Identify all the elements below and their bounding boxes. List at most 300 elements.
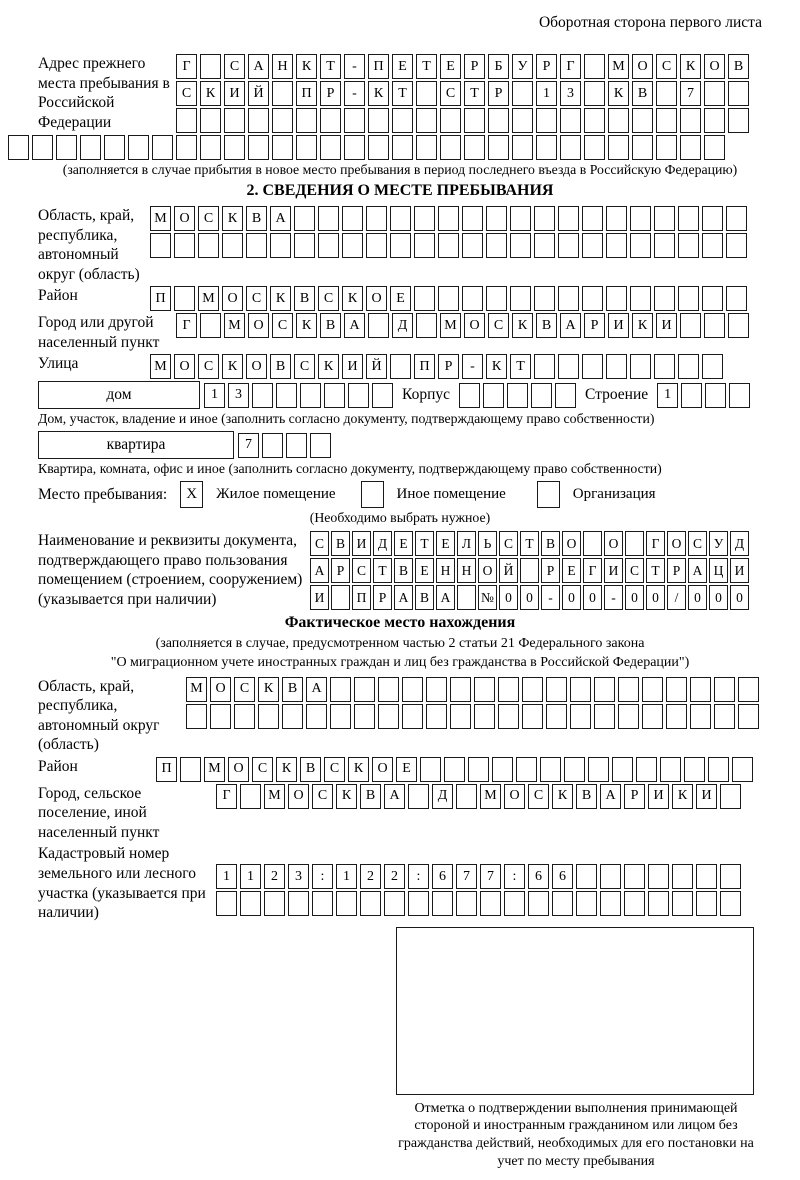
option-label-other-premises: Иное помещение — [396, 486, 506, 503]
char-cell: А — [384, 784, 405, 809]
char-cell: Г — [560, 54, 581, 79]
char-cell — [480, 891, 501, 916]
char-cell — [240, 891, 261, 916]
char-cell: Т — [373, 558, 392, 583]
char-cell: С — [499, 531, 518, 556]
char-cell: Е — [415, 558, 434, 583]
char-cell — [540, 757, 561, 782]
char-cell — [606, 286, 627, 311]
char-cell — [570, 704, 591, 729]
char-cell — [738, 677, 759, 702]
char-cell — [300, 383, 321, 408]
char-cell — [264, 891, 285, 916]
confirmation-mark-caption: Отметка о подтверждении выполнения принимающей стороной и иностранным гражданином или лицом без гражданства действий, необходимых для его постановки на учет по месту пребывания — [398, 1100, 754, 1170]
char-grid-row — [216, 784, 741, 843]
char-cell — [474, 677, 495, 702]
char-cell: Г — [646, 531, 665, 556]
char-cell: Л — [457, 531, 476, 556]
char-grid-row — [176, 108, 749, 133]
char-cell — [310, 433, 331, 458]
char-cell: У — [709, 531, 728, 556]
char-cell — [702, 286, 723, 311]
actual-location-note-line2: "О миграционном учете иностранных граждан и лиц без гражданства в Российской Федерации") — [110, 654, 690, 670]
char-cell: В — [536, 313, 557, 338]
char-grid-row — [176, 54, 749, 79]
char-cell: И — [352, 531, 371, 556]
char-cell: Р — [584, 313, 605, 338]
char-cell: К — [608, 81, 629, 106]
char-cell: Р — [536, 54, 557, 79]
char-cell — [720, 891, 741, 916]
char-cell: О — [174, 354, 195, 379]
char-cell — [738, 704, 759, 729]
char-cell — [252, 383, 273, 408]
char-cell: 0 — [499, 585, 518, 610]
actual-location-note-line1: (заполняется в случае, предусмотренном частью 2 статьи 21 Федерального закона — [155, 636, 645, 652]
char-cell — [296, 108, 317, 133]
char-cell: О — [366, 286, 387, 311]
char-cell: 7 — [680, 81, 701, 106]
char-cell: С — [246, 286, 267, 311]
char-cell — [642, 677, 663, 702]
char-cell — [732, 757, 753, 782]
region-grid — [150, 206, 747, 284]
char-cell — [240, 784, 261, 809]
stay-type-label: Место пребывания: — [38, 485, 168, 503]
char-cell — [726, 233, 747, 258]
char-cell: У — [512, 54, 533, 79]
char-cell: М — [264, 784, 285, 809]
char-cell — [576, 891, 597, 916]
street-row — [38, 354, 762, 379]
char-cell: В — [632, 81, 653, 106]
char-cell: М — [480, 784, 501, 809]
char-cell: А — [310, 558, 329, 583]
char-cell — [704, 108, 725, 133]
char-cell: И — [730, 558, 749, 583]
char-cell — [344, 135, 365, 160]
char-cell — [656, 108, 677, 133]
char-cell — [176, 135, 197, 160]
char-cell: И — [604, 558, 623, 583]
char-cell — [507, 383, 528, 408]
char-cell: И — [696, 784, 717, 809]
char-cell — [704, 313, 725, 338]
char-cell — [342, 233, 363, 258]
char-cell — [512, 81, 533, 106]
char-cell — [618, 704, 639, 729]
char-cell: С — [528, 784, 549, 809]
char-cell — [128, 135, 149, 160]
char-cell — [174, 233, 195, 258]
char-cell: В — [415, 585, 434, 610]
char-cell — [486, 206, 507, 231]
char-cell: К — [270, 286, 291, 311]
char-cell: Р — [624, 784, 645, 809]
char-cell: Р — [488, 81, 509, 106]
char-cell — [654, 354, 675, 379]
korpus-cells — [459, 383, 576, 408]
char-cell — [331, 585, 350, 610]
char-cell: С — [252, 757, 273, 782]
char-cell: В — [394, 558, 413, 583]
char-cell — [224, 108, 245, 133]
char-cell — [456, 891, 477, 916]
char-cell — [270, 233, 291, 258]
char-cell — [438, 286, 459, 311]
char-cell: Р — [320, 81, 341, 106]
char-cell — [486, 286, 507, 311]
char-cell — [462, 233, 483, 258]
char-cell — [680, 135, 701, 160]
char-cell: К — [486, 354, 507, 379]
char-cell — [414, 233, 435, 258]
char-cell: И — [608, 313, 629, 338]
char-cell: 0 — [688, 585, 707, 610]
city-label: Город или другой населенный пункт — [38, 314, 160, 351]
char-cell: Й — [499, 558, 518, 583]
char-cell: О — [604, 531, 623, 556]
char-cell — [286, 433, 307, 458]
char-cell: П — [368, 54, 389, 79]
char-cell: В — [294, 286, 315, 311]
char-cell: 2 — [384, 864, 405, 889]
char-cell: М — [186, 677, 207, 702]
char-cell — [272, 81, 293, 106]
char-cell — [678, 233, 699, 258]
char-cell — [457, 585, 476, 610]
char-cell: О — [667, 531, 686, 556]
char-cell — [534, 286, 555, 311]
char-cell: 7 — [456, 864, 477, 889]
char-cell — [520, 558, 539, 583]
char-cell — [294, 233, 315, 258]
checkbox-other-premises — [361, 481, 384, 508]
char-cell: М — [608, 54, 629, 79]
char-cell — [488, 135, 509, 160]
apartment-caption: Квартира, комната, офис и иное (заполнить согласно документу, подтверждающему право собственности) — [38, 461, 662, 477]
char-cell — [368, 313, 389, 338]
char-cell: С — [272, 313, 293, 338]
char-cell — [360, 891, 381, 916]
char-cell — [512, 135, 533, 160]
char-cell: О — [504, 784, 525, 809]
char-cell: А — [600, 784, 621, 809]
char-cell — [248, 135, 269, 160]
char-cell — [696, 864, 717, 889]
char-cell — [726, 206, 747, 231]
char-grid-row — [310, 531, 749, 556]
char-cell — [378, 704, 399, 729]
char-cell — [150, 233, 171, 258]
char-cell — [702, 206, 723, 231]
char-cell: К — [632, 313, 653, 338]
char-cell — [288, 891, 309, 916]
char-cell — [222, 233, 243, 258]
char-cell — [584, 54, 605, 79]
region2-block — [38, 677, 762, 755]
char-grid-row — [310, 558, 749, 583]
char-cell: К — [222, 354, 243, 379]
char-grid-row — [310, 585, 749, 610]
char-cell: И — [656, 313, 677, 338]
char-cell: И — [224, 81, 245, 106]
char-cell — [200, 135, 221, 160]
char-cell — [546, 677, 567, 702]
char-cell: О — [248, 313, 269, 338]
char-cell — [630, 206, 651, 231]
char-cell — [32, 135, 53, 160]
actual-location-title: Фактическое место нахождения — [284, 614, 516, 632]
char-cell — [416, 135, 437, 160]
char-cell — [56, 135, 77, 160]
char-cell — [558, 206, 579, 231]
checkbox-organization — [537, 481, 560, 508]
char-cell: В — [282, 677, 303, 702]
char-cell — [654, 286, 675, 311]
char-cell — [546, 704, 567, 729]
char-cell: 0 — [730, 585, 749, 610]
char-cell: В — [576, 784, 597, 809]
char-cell — [416, 313, 437, 338]
char-cell: 3 — [288, 864, 309, 889]
char-cell — [666, 704, 687, 729]
char-cell: К — [258, 677, 279, 702]
cadastral-block — [38, 844, 762, 922]
char-cell: 3 — [228, 383, 249, 408]
char-cell: Д — [432, 784, 453, 809]
char-cell — [368, 135, 389, 160]
char-cell — [720, 864, 741, 889]
char-cell — [262, 433, 283, 458]
char-cell — [632, 135, 653, 160]
char-cell: Г — [216, 784, 237, 809]
char-cell — [681, 383, 702, 408]
char-cell: Д — [730, 531, 749, 556]
char-cell — [582, 354, 603, 379]
char-cell — [450, 704, 471, 729]
char-cell — [402, 704, 423, 729]
char-cell: 3 — [560, 81, 581, 106]
char-cell — [312, 891, 333, 916]
char-cell — [678, 354, 699, 379]
char-cell — [680, 313, 701, 338]
char-cell — [200, 313, 221, 338]
char-cell — [678, 206, 699, 231]
char-cell — [402, 677, 423, 702]
char-cell: И — [310, 585, 329, 610]
char-cell — [366, 206, 387, 231]
char-cell — [582, 206, 603, 231]
char-cell: М — [150, 206, 171, 231]
char-cell — [648, 864, 669, 889]
char-cell — [654, 206, 675, 231]
char-cell: К — [368, 81, 389, 106]
document-label: Наименование и реквизиты документа, подтверждающего право пользования помещением (строением, сооружением) (указывается при наличии) — [38, 532, 303, 608]
char-cell — [210, 704, 231, 729]
section2-title: 2. СВЕДЕНИЯ О МЕСТЕ ПРЕБЫВАНИЯ — [246, 182, 554, 199]
char-cell: Г — [583, 558, 602, 583]
char-cell — [582, 233, 603, 258]
char-cell: 2 — [360, 864, 381, 889]
char-grid-row — [216, 864, 741, 889]
cadastral-label: Кадастровый номер земельного или лесного участка (указывается при наличии) — [38, 845, 206, 922]
char-cell: 1 — [536, 81, 557, 106]
char-cell: 6 — [528, 864, 549, 889]
char-cell — [672, 891, 693, 916]
char-cell — [705, 383, 726, 408]
char-cell: М — [224, 313, 245, 338]
district-label: Район — [38, 287, 78, 305]
char-cell — [666, 677, 687, 702]
char-cell — [528, 891, 549, 916]
char-grid-row — [150, 354, 723, 379]
char-cell: К — [342, 286, 363, 311]
char-cell: С — [656, 54, 677, 79]
char-cell — [708, 757, 729, 782]
char-cell — [438, 206, 459, 231]
char-cell — [560, 108, 581, 133]
char-cell — [704, 81, 725, 106]
char-cell — [426, 677, 447, 702]
char-cell — [368, 108, 389, 133]
char-cell — [8, 135, 29, 160]
char-cell — [456, 784, 477, 809]
char-grid-row — [186, 704, 759, 729]
char-cell — [656, 81, 677, 106]
char-cell: Т — [510, 354, 531, 379]
char-cell: Т — [416, 54, 437, 79]
char-cell: А — [688, 558, 707, 583]
char-cell: Е — [390, 286, 411, 311]
char-cell: Е — [440, 54, 461, 79]
char-cell: К — [512, 313, 533, 338]
char-cell — [272, 135, 293, 160]
char-cell: 6 — [432, 864, 453, 889]
page-header-note: Оборотная сторона первого листа — [538, 14, 762, 31]
prev-address-label: Адрес прежнего места пребывания в Российской Федерации — [38, 55, 170, 131]
char-cell: С — [324, 757, 345, 782]
char-cell: 0 — [709, 585, 728, 610]
char-cell: М — [204, 757, 225, 782]
char-cell: Е — [392, 54, 413, 79]
char-cell — [512, 108, 533, 133]
char-cell: 1 — [657, 383, 678, 408]
char-cell — [600, 891, 621, 916]
char-cell — [584, 135, 605, 160]
char-cell: А — [560, 313, 581, 338]
char-cell: С — [625, 558, 644, 583]
char-cell: 1 — [204, 383, 225, 408]
char-cell — [606, 354, 627, 379]
char-cell — [438, 233, 459, 258]
char-cell — [498, 677, 519, 702]
char-cell — [462, 286, 483, 311]
char-cell: В — [728, 54, 749, 79]
char-cell: С — [488, 313, 509, 338]
char-cell — [564, 757, 585, 782]
char-cell: № — [478, 585, 497, 610]
char-grid-row — [150, 233, 747, 258]
char-cell: К — [296, 313, 317, 338]
char-cell — [558, 286, 579, 311]
city2-row — [38, 784, 762, 843]
char-cell: К — [296, 54, 317, 79]
char-cell — [684, 757, 705, 782]
char-cell: В — [270, 354, 291, 379]
char-cell — [450, 677, 471, 702]
char-cell: В — [331, 531, 350, 556]
char-cell — [392, 108, 413, 133]
char-cell — [104, 135, 125, 160]
char-cell: А — [248, 54, 269, 79]
char-cell: Р — [438, 354, 459, 379]
char-cell — [536, 135, 557, 160]
char-cell — [420, 757, 441, 782]
char-cell — [582, 286, 603, 311]
char-cell: Т — [392, 81, 413, 106]
char-cell — [224, 135, 245, 160]
char-cell: Т — [415, 531, 434, 556]
char-cell — [558, 354, 579, 379]
house-number-cells — [204, 383, 393, 408]
region2-grid — [186, 677, 759, 755]
char-cell: О — [704, 54, 725, 79]
char-cell: К — [680, 54, 701, 79]
char-cell — [625, 531, 644, 556]
char-cell: П — [150, 286, 171, 311]
char-cell — [216, 891, 237, 916]
char-cell: М — [150, 354, 171, 379]
char-cell — [570, 677, 591, 702]
char-cell — [522, 704, 543, 729]
char-cell: В — [320, 313, 341, 338]
char-cell — [180, 757, 201, 782]
char-cell — [416, 108, 437, 133]
char-cell — [342, 206, 363, 231]
char-cell: Е — [396, 757, 417, 782]
char-cell: О — [222, 286, 243, 311]
char-cell: С — [294, 354, 315, 379]
char-cell — [392, 135, 413, 160]
char-cell — [282, 704, 303, 729]
char-cell: 7 — [480, 864, 501, 889]
char-cell: О — [632, 54, 653, 79]
cadastral-grid — [216, 844, 741, 922]
document-grid — [310, 531, 749, 610]
char-cell: - — [344, 81, 365, 106]
char-cell: Й — [366, 354, 387, 379]
char-cell — [354, 677, 375, 702]
char-cell — [702, 233, 723, 258]
char-cell — [632, 108, 653, 133]
char-cell: 1 — [216, 864, 237, 889]
char-cell — [729, 383, 750, 408]
char-cell — [636, 757, 657, 782]
char-cell — [258, 704, 279, 729]
char-cell: О — [174, 206, 195, 231]
char-cell: Р — [373, 585, 392, 610]
char-cell: 0 — [646, 585, 665, 610]
char-cell — [624, 891, 645, 916]
char-cell: К — [200, 81, 221, 106]
prev-address-overflow-row — [8, 135, 762, 160]
char-cell — [390, 233, 411, 258]
char-grid-row — [216, 891, 741, 916]
char-cell — [690, 677, 711, 702]
char-cell — [600, 864, 621, 889]
char-cell — [648, 891, 669, 916]
